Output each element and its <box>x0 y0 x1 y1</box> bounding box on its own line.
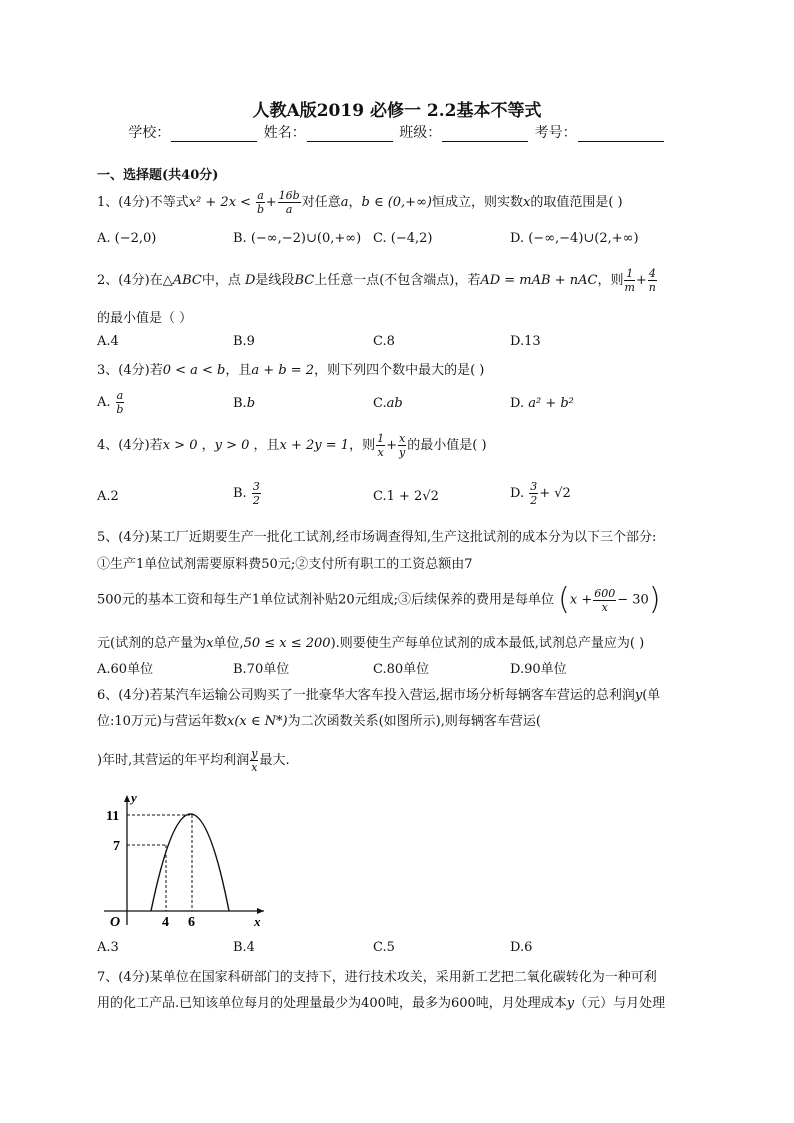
question-5-stem-line3: 500元的基本工资和每生产1单位试剂补贴20元组成;③后续保养的费用是每单位 (x + $\frac{600}{x}$ − 30) <box>97 582 661 617</box>
school-label: 学校： <box>128 125 171 141</box>
q1-option-a[interactable]: A. (−2,0) <box>97 231 157 246</box>
parabola-curve <box>151 814 229 911</box>
class-blank[interactable] <box>442 127 528 142</box>
q3-option-a[interactable]: A. $\frac{a}{b}$ <box>97 389 124 416</box>
q4-option-d[interactable]: D. $\frac{3}{2}$ + √2 <box>510 480 571 507</box>
question-1-stem: 1、(4分)不等式x² + 2x < $\frac{a}{b}$ + $\frac{16b}{a}$ 对任意a，b ∈ (0,+∞)恒成立，则实数x的取值范围是( ) <box>97 189 623 216</box>
student-info-fields <box>0 122 794 142</box>
q2-option-a[interactable]: A.4 <box>97 334 119 349</box>
q1-option-c[interactable]: C. (−4,2) <box>373 231 433 246</box>
q2-option-c[interactable]: C.8 <box>373 334 395 349</box>
question-7-stem-line1: 7、(4分)某单位在国家科研部门的支持下，进行技术攻关，采用新工艺把二氧化碳转化为一种可利 <box>97 970 657 985</box>
question-6-stem-line2: 位:10万元)与营运年数x(x ∈ N*)为二次函数关系(如图所示),则每辆客车营运( <box>97 714 541 729</box>
name-label: 姓名： <box>263 125 306 141</box>
q5-option-d[interactable]: D.90单位 <box>510 662 567 677</box>
q4-option-a[interactable]: A.2 <box>97 489 119 504</box>
x-tick-4: 4 <box>162 915 169 927</box>
q5-option-a[interactable]: A.60单位 <box>97 662 154 677</box>
q1-option-d[interactable]: D. (−∞,−4)∪(2,+∞) <box>510 231 639 246</box>
exam-number-label: 考号： <box>534 125 577 141</box>
origin-label: O <box>110 915 121 927</box>
question-3-stem: 3、(4分)若0 < a < b，且a + b = 2，则下列四个数中最大的是( ) <box>97 363 485 378</box>
y-tick-7: 7 <box>113 839 120 854</box>
parabola-figure <box>96 787 266 927</box>
q6-option-b[interactable]: B.4 <box>233 940 255 955</box>
y-axis-arrow <box>124 795 130 802</box>
name-blank[interactable] <box>307 127 393 142</box>
question-6-stem-line3: )年时,其营运的年平均利润 $\frac{y}{x}$ 最大. <box>97 747 290 774</box>
q3-option-d[interactable]: D. a² + b² <box>510 396 574 411</box>
q1-option-b[interactable]: B. (−∞,−2)∪(0,+∞) <box>233 231 362 246</box>
q6-option-d[interactable]: D.6 <box>510 940 533 955</box>
question-5-stem-line4: 元(试剂的总产量为x单位,50 ≤ x ≤ 200).则要使生产每单位试剂的成本最低,试剂总产量应为( ) <box>97 636 645 651</box>
q5-option-c[interactable]: C.80单位 <box>373 662 430 677</box>
q2-option-b[interactable]: B.9 <box>233 334 255 349</box>
y-tick-11: 11 <box>106 809 120 824</box>
q4-option-b[interactable]: B. $\frac{3}{2}$ <box>233 480 260 507</box>
question-6-stem-line1: 6、(4分)若某汽车运输公司购买了一批豪华大客车投入营运,据市场分析每辆客车营运的总利润y(单 <box>97 688 661 703</box>
q3-option-c[interactable]: C.ab <box>373 396 403 411</box>
school-blank[interactable] <box>171 127 257 142</box>
q5-option-b[interactable]: B.70单位 <box>233 662 290 677</box>
question-2-stem-cont: 的最小值是（ ） <box>97 311 193 326</box>
question-5-stem-line2: ①生产1单位试剂需要原料费50元;②支付所有职工的工资总额由7 <box>97 557 473 572</box>
page-title: 人教A版2019 必修一 2.2基本不等式 <box>252 101 542 121</box>
y-axis-label: y <box>131 790 137 805</box>
question-4-stem: 4、(4分)若x > 0 ，y > 0 ，且x + 2y = 1，则 $\frac{1}{x}$ + $\frac{x}{y}$ 的最小值是( ) <box>97 432 487 459</box>
section-heading: 一、选择题(共40分) <box>97 168 219 183</box>
q2-option-d[interactable]: D.13 <box>510 334 541 349</box>
exam-number-blank[interactable] <box>578 127 664 142</box>
q3-option-b[interactable]: B.b <box>233 396 256 411</box>
question-5-stem-line1: 5、(4分)某工厂近期要生产一批化工试剂,经市场调查得知,生产这批试剂的成本分为以下三个部分: <box>97 530 657 545</box>
x-tick-6: 6 <box>188 915 195 927</box>
q6-option-a[interactable]: A.3 <box>97 940 119 955</box>
class-label: 班级： <box>399 125 442 141</box>
question-7-stem-line2: 用的化工产品.已知该单位每月的处理量最少为400吨，最多为600吨，月处理成本y（元）与月处理 <box>97 996 666 1011</box>
q6-option-c[interactable]: C.5 <box>373 940 395 955</box>
x-axis-label: x <box>254 914 261 927</box>
q4-option-c[interactable]: C.1 + 2√2 <box>373 489 439 504</box>
question-2-stem: 2、(4分)在△ABC中，点 D是线段BC上任意一点(不包含端点)，若AD = mAB + nAC，则 $\frac{1}{m}$ + $\frac{4}{n}$ <box>97 267 656 294</box>
